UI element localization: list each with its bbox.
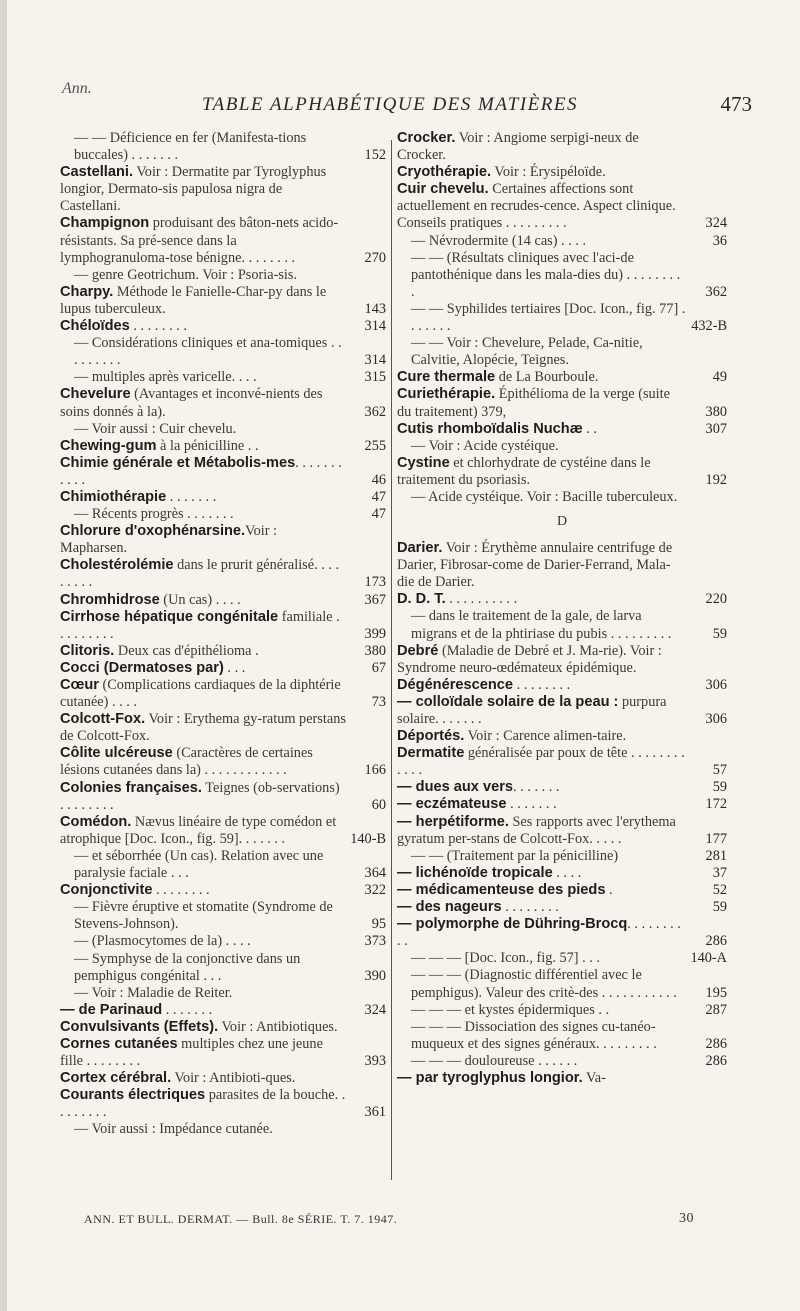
index-entry [60, 386, 386, 420]
entry-text: — Névrodermite (14 cas) . . . . [411, 232, 587, 249]
index-entry [397, 882, 727, 899]
entry-keyword: Cystine [397, 454, 450, 471]
entry-text: parasites de la bouche. . . . . . . . . [60, 1087, 346, 1121]
entry-keyword: Curiethérapie. [397, 386, 496, 403]
index-entry [397, 369, 727, 386]
index-entry [60, 609, 386, 643]
entry-page-ref: 380 [705, 403, 727, 420]
entry-text: . . . . . . . . . . . [60, 454, 342, 488]
entry-text: Ses rapports avec l'erythema gyratum per-stans de Colcott-Fox. . . . . [397, 813, 676, 847]
entry-keyword: — colloïdale solaire de la peau : [397, 693, 619, 710]
entry-keyword: Crocker. [397, 130, 456, 146]
entry-text: — — — douloureuse . . . . . . [411, 1052, 578, 1069]
entry-text: — Voir : Maladie de Reiter. [74, 984, 233, 1001]
page-footer [84, 1212, 694, 1227]
entry-text: — Voir aussi : Impédance cutanée. [74, 1121, 273, 1138]
entry-keyword: Champignon [60, 215, 150, 232]
index-entry [397, 967, 727, 1001]
entry-text: . . . . . . . [513, 779, 560, 796]
entry-text: . . . . . . . [166, 488, 217, 505]
entry-keyword: Cornes cutanées [60, 1035, 178, 1052]
entry-keyword: Castellani. [60, 164, 133, 181]
entry-text: (Caractères de certaines lésions cutanées dans la) . . . . . . . . . . . . [60, 745, 313, 779]
entry-text: — — Déficience en fer (Manifesta- [74, 130, 279, 146]
index-entry [60, 130, 386, 164]
entry-keyword: Comédon. [60, 813, 132, 830]
entry-page-ref: 140-A [690, 950, 727, 967]
entry-text: . . . . . . . . [129, 318, 187, 335]
index-entry [397, 335, 727, 369]
entry-text: (Maladie de Debré et J. Ma-rie). Voir : Syndrome neuro-œdémateux épidémique. [397, 642, 662, 676]
entry-page-ref: 286 [705, 933, 727, 950]
entry-keyword: Colcott-Fox. [60, 711, 146, 728]
entry-keyword: Chevelure [60, 386, 131, 403]
right-column [397, 130, 727, 1087]
entry-page-ref: 306 [705, 676, 727, 693]
entry-page-ref: 315 [364, 369, 386, 386]
entry-text: (Avantages et inconvé-nients des soins donnés à la). [60, 386, 323, 420]
index-entry [397, 950, 727, 967]
entry-keyword: Debré [397, 642, 439, 659]
entry-keyword: Chéloïdes [60, 318, 130, 335]
entry-page-ref: 143 [364, 300, 386, 317]
entry-text: — — Syphilides tertiaires [Doc. Icon., fig. 77] . . . . . . . [411, 300, 686, 335]
entry-keyword: Charpy. [60, 283, 114, 300]
entry-text: — Voir aussi : Cuir chevelu. [74, 420, 237, 437]
index-entry [397, 608, 727, 642]
entry-text: Voir : Dermatite par Tyroglyphus longior, Dermato-sis papulosa nigra de Castellani. [60, 164, 327, 215]
entry-page-ref: 432-B [691, 318, 727, 335]
entry-text: — Acide cystéique. Voir : Bacille tuberculeux. [411, 488, 678, 505]
entry-text: . . . . . . . . [152, 882, 210, 899]
entry-text: Voir : Carence alimen-taire. [464, 728, 627, 745]
entry-keyword: — médicamenteuse des pieds [397, 881, 606, 898]
entry-keyword: — eczémateuse [397, 796, 507, 813]
entry-text: (Un cas) . . . . [159, 591, 241, 608]
index-entry [60, 1002, 386, 1019]
entry-keyword: Colonies françaises. [60, 779, 202, 796]
entry-text: Deux cas d'épithélioma . [114, 642, 259, 659]
entry-page-ref: 270 [364, 249, 386, 266]
entry-keyword: Côlite ulcéreuse [60, 745, 173, 762]
index-entry [397, 899, 727, 916]
entry-text: Épithélioma de la verge (suite du traitement) 379, [397, 386, 670, 420]
index-entry [60, 677, 386, 711]
entry-page-ref: 172 [705, 796, 727, 813]
entry-keyword: — polymorphe de Dühring-Brocq [397, 916, 628, 933]
entry-page-ref: 152 [364, 147, 386, 164]
entry-keyword: Convulsivants (Effets). [60, 1018, 219, 1035]
entry-page-ref: 393 [364, 1053, 386, 1070]
index-entry [397, 694, 727, 728]
entry-page-ref: 49 [712, 369, 727, 386]
entry-text: (Complications cardiaques de la diphtérie cutanée) . . . . [60, 677, 341, 711]
index-entry [60, 557, 386, 591]
index-entry [397, 233, 727, 250]
entry-page-ref: 324 [364, 1001, 386, 1018]
entry-keyword: Cœur [60, 677, 99, 693]
entry-text: généralisée par poux de tête . . . . . . . . . . . . [397, 745, 685, 779]
index-entry [397, 728, 727, 745]
entry-keyword: — herpétiforme. [397, 813, 509, 830]
entry-page-ref: 166 [364, 762, 386, 779]
entry-page-ref: 287 [705, 1001, 727, 1018]
entry-page-ref: 195 [705, 984, 727, 1001]
index-entry [60, 660, 386, 677]
entry-page-ref: 95 [371, 916, 386, 933]
entry-page-ref: 47 [371, 488, 386, 505]
index-entry [397, 250, 727, 301]
index-entry [397, 796, 727, 813]
index-entry [397, 591, 727, 608]
index-entry [397, 745, 727, 779]
entry-page-ref: 362 [364, 403, 386, 420]
entry-page-ref: 173 [364, 574, 386, 591]
entry-text: Va- [582, 1069, 606, 1086]
entry-text: . . . . [552, 864, 582, 881]
entry-keyword: — dues aux vers [397, 779, 513, 796]
entry-keyword: Conjonctivite [60, 882, 153, 899]
entry-text: Nævus linéaire de type comédon et atrophique [Doc. Icon., fig. 59]. . . . . . . [60, 813, 337, 847]
entry-text: — dans le traitement de la gale, de larva migrans et de la phtiriase du pubis . . . . . . . . . [411, 608, 672, 642]
entry-page-ref: 36 [712, 232, 727, 249]
entry-keyword: — par tyroglyphus longior. [397, 1069, 583, 1086]
entry-text: . . . . . . . [162, 1001, 213, 1018]
entry-page-ref: 322 [364, 882, 386, 899]
entry-page-ref: 380 [364, 642, 386, 659]
entry-keyword: Dégénérescence [397, 676, 514, 693]
entry-text: tions buccales) . . . . . . . [74, 130, 307, 164]
entry-page-ref: 373 [364, 933, 386, 950]
index-entry [397, 181, 727, 232]
entry-page-ref: 314 [364, 352, 386, 369]
entry-text: — Fièvre éruptive et stomatite (Syndrome de Stevens-Johnson). [74, 899, 333, 933]
page-number: 473 [720, 92, 752, 116]
section-letter-d: D [556, 514, 568, 530]
page-title: TABLE ALPHABÉTIQUE DES MATIÈRES [202, 94, 578, 115]
index-entry [60, 848, 386, 882]
index-entry [60, 318, 386, 335]
entry-keyword: Cure thermale [397, 369, 496, 386]
entry-text: — — Voir : Chevelure, Pelade, Ca-nitie, Calvitie, Alopécie, Teignes. [411, 335, 643, 369]
index-entry [397, 779, 727, 796]
entry-text: — et séborrhée (Un cas). Relation avec une paralysie faciale . . . [74, 847, 324, 882]
entry-page-ref: 192 [705, 471, 727, 488]
index-entry [397, 164, 727, 181]
entry-keyword: Chimie générale et Métabolis-mes [60, 454, 296, 471]
index-entry [60, 523, 386, 557]
index-entry [397, 643, 727, 677]
entry-keyword: Cholestérolémie [60, 557, 174, 574]
corner-label: Ann. [62, 80, 92, 97]
entry-text: familiale . . . . . . . . . [60, 608, 340, 642]
entry-keyword: Chromhidrose [60, 591, 160, 608]
entry-page-ref: 59 [712, 625, 727, 642]
entry-text: purpura solaire. . . . . . . [397, 693, 667, 727]
index-entry [60, 814, 386, 848]
index-entry [397, 301, 727, 335]
index-entry [60, 215, 386, 266]
index-entry [60, 933, 386, 950]
entry-page-ref: 52 [712, 881, 727, 898]
index-entry [397, 438, 727, 455]
entry-text: Teignes (ob-servations) . . . . . . . . [60, 779, 340, 813]
index-entry [60, 1036, 386, 1070]
index-entry [60, 369, 386, 386]
entry-page-ref: 140-B [350, 830, 386, 847]
entry-page-ref: 59 [712, 779, 727, 796]
entry-text: . . . . . . . [506, 796, 557, 813]
entry-page-ref: 59 [712, 899, 727, 916]
entry-text: — genre Geotrichum. Voir : Psoria-sis. [74, 266, 298, 283]
index-entry [60, 1019, 386, 1036]
entry-keyword: Cutis rhomboïdalis Nuchæ [397, 420, 583, 437]
entry-text: Voir : Érysipéloïde. [491, 164, 606, 181]
index-entry [60, 1070, 386, 1087]
entry-keyword: Cirrhose hépatique congénitale [60, 608, 279, 625]
entry-text: — — — (Diagnostic différentiel avec le pemphigus). Valeur des critè-des . . . . . . . . . . . [411, 967, 677, 1001]
entry-keyword: Cocci (Dermatoses par) [60, 659, 224, 676]
index-entry [60, 164, 386, 215]
entry-text: . . . . . . . . [501, 899, 559, 916]
index-entry [60, 780, 386, 814]
entry-page-ref: 46 [371, 471, 386, 488]
column-divider [391, 140, 392, 1180]
entry-page-ref: 399 [364, 625, 386, 642]
index-entry [397, 1070, 727, 1087]
entry-text: Voir : Érythème annulaire centrifuge de Darier, Fibrosar-come de Darier-Ferrand, Mala-die de Darier. [397, 540, 673, 591]
entry-text: . . . . . . . . . . [397, 916, 681, 950]
entry-keyword: — de Parinaud [60, 1001, 163, 1018]
entry-page-ref: 60 [371, 796, 386, 813]
index-entry [397, 848, 727, 865]
index-entry [60, 455, 386, 489]
entry-text: produisant des bâton-nets acido-résistants. Sa pré-sence dans la lymphogranuloma-tose bénigne. . . . . . . . [60, 215, 339, 266]
index-entry [60, 882, 386, 899]
index-entry [60, 489, 386, 506]
entry-page-ref: 361 [364, 1104, 386, 1121]
entry-text: . . . [223, 659, 246, 676]
entry-text: — — — Dissociation des signes cu-tanéo-muqueux et des signes généraux. . . . . . . . . [411, 1018, 657, 1052]
index-entry [397, 814, 727, 848]
page-header [62, 94, 752, 122]
entry-page-ref: 306 [705, 711, 727, 727]
index-entry [60, 335, 386, 369]
entry-page-ref: 364 [364, 865, 386, 882]
entry-text: . . [582, 420, 597, 437]
index-entry [60, 745, 386, 779]
entry-page-ref: 255 [364, 437, 386, 454]
entry-keyword: Courants électriques [60, 1087, 206, 1104]
index-entry [60, 267, 386, 284]
index-entry [60, 985, 386, 1002]
entry-text: . . . . . . . . [513, 676, 571, 693]
entry-text: Voir : Mapharsen. [60, 523, 278, 557]
entry-keyword: Cuir chevelu. [397, 181, 489, 198]
entry-text: Voir : Erythema gy-ratum perstans de Colcott-Fox. [60, 711, 346, 745]
index-entry [60, 506, 386, 523]
entry-page-ref: 324 [705, 215, 727, 232]
index-entry [60, 592, 386, 609]
entry-text: — — (Résultats cliniques avec l'aci-de pantothénique dans les mala-dies du) . . . . . . . . . [411, 249, 681, 300]
entry-text: — Voir : Acide cystéique. [411, 437, 559, 454]
entry-page-ref: 177 [705, 830, 727, 847]
entry-text: — Récents progrès . . . . . . . [74, 506, 234, 523]
footer-text: ANN. ET BULL. DERMAT. — Bull. 8e SÉRIE. T. 7. 1947. [84, 1212, 398, 1226]
index-entry [397, 386, 727, 420]
entry-text: — Considérations cliniques et ana-tomiques . . . . . . . . . [74, 335, 342, 369]
entry-keyword: Darier. [397, 540, 443, 557]
entry-page-ref: 47 [371, 506, 386, 523]
entry-text: à la pénicilline . . [156, 437, 259, 454]
entry-page-ref: 390 [364, 967, 386, 984]
index-entry [60, 951, 386, 985]
entry-page-ref: 73 [371, 694, 386, 711]
entry-text: Certaines affections sont actuellement en recrudes-cence. Aspect clinique. Conseils pratiques . . . . . . . . . [397, 181, 676, 232]
index-entry [60, 421, 386, 438]
entry-page-ref: 57 [712, 762, 727, 779]
entry-page-ref: 286 [705, 1052, 727, 1069]
entry-keyword: Déportés. [397, 728, 465, 745]
entry-page-ref: 220 [705, 591, 727, 608]
entry-text: Voir : Antibioti-ques. [171, 1070, 296, 1087]
index-entry [60, 284, 386, 318]
entry-keyword: Chewing-gum [60, 437, 157, 454]
entry-page-ref: 307 [705, 420, 727, 437]
entry-text: dans le prurit généralisé. . . . . . . . . [60, 557, 340, 591]
entry-page-ref: 314 [364, 318, 386, 335]
entry-text: — — (Traitement par la pénicilline) [411, 847, 619, 864]
index-entry [397, 1019, 727, 1053]
entry-page-ref: 362 [705, 283, 727, 300]
entry-text: de La Bourboule. [495, 369, 599, 386]
entry-keyword: — des nageurs [397, 899, 502, 916]
entry-text: et chlorhydrate de cystéine dans le traitement du psoriasis. [397, 454, 651, 488]
index-entry [60, 438, 386, 455]
entry-text: . [605, 881, 613, 898]
entry-keyword: Dermatite [397, 745, 465, 762]
entry-page-ref: 367 [364, 591, 386, 608]
entry-page-ref: 37 [712, 864, 727, 881]
index-entry [397, 916, 727, 950]
entry-text: — — — et kystes épidermiques . . [411, 1001, 610, 1018]
entry-page-ref: 67 [371, 659, 386, 676]
entry-keyword: Chimiothérapie [60, 488, 167, 505]
entry-text: Voir : Antibiotiques. [218, 1018, 338, 1035]
index-entry [397, 455, 727, 489]
entry-text: — Symphyse de la conjonctive dans un pemphigus congénital . . . [74, 950, 301, 984]
index-entry [60, 643, 386, 660]
footer-page: 30 [679, 1211, 694, 1226]
entry-keyword: Cryothérapie. [397, 164, 492, 181]
entry-text: — multiples après varicelle. . . . [74, 369, 257, 386]
binding-shadow [0, 0, 7, 1311]
index-entry [397, 865, 727, 882]
entry-text: Voir : Angiome serpigi-neux de Crocker. [397, 130, 639, 164]
index-entry [397, 677, 727, 694]
entry-keyword: Cortex cérébral. [60, 1070, 172, 1087]
entry-text: — — — [Doc. Icon., fig. 57] . . . [411, 950, 601, 967]
entry-keyword: — lichénoïde tropicale [397, 864, 553, 881]
entry-page-ref: 281 [705, 847, 727, 864]
index-entry [60, 899, 386, 933]
index-entry [60, 1087, 386, 1121]
index-entry [397, 540, 727, 591]
index-entry [397, 421, 727, 438]
index-entry [60, 1121, 386, 1138]
entry-text: multiples chez une jeune fille . . . . . . . . [60, 1035, 323, 1070]
entry-text: Méthode le Fanielle-Char-py dans le lupus tuberculeux. [60, 283, 327, 317]
entry-page-ref: 286 [705, 1035, 727, 1052]
entry-keyword: Chlorure d'oxophénarsine. [60, 523, 246, 540]
index-entry [397, 1002, 727, 1019]
entry-keyword: Clitoris. [60, 642, 115, 659]
index-entry [397, 1053, 727, 1070]
index-entry [397, 489, 727, 506]
entry-text: — (Plasmocytomes de la) . . . . [74, 933, 251, 950]
index-entry [60, 711, 386, 745]
index-entry [397, 130, 727, 164]
entry-keyword: D. D. T. [397, 591, 446, 608]
left-column [60, 130, 386, 1139]
entry-text: . . . . . . . . . . [445, 591, 518, 608]
